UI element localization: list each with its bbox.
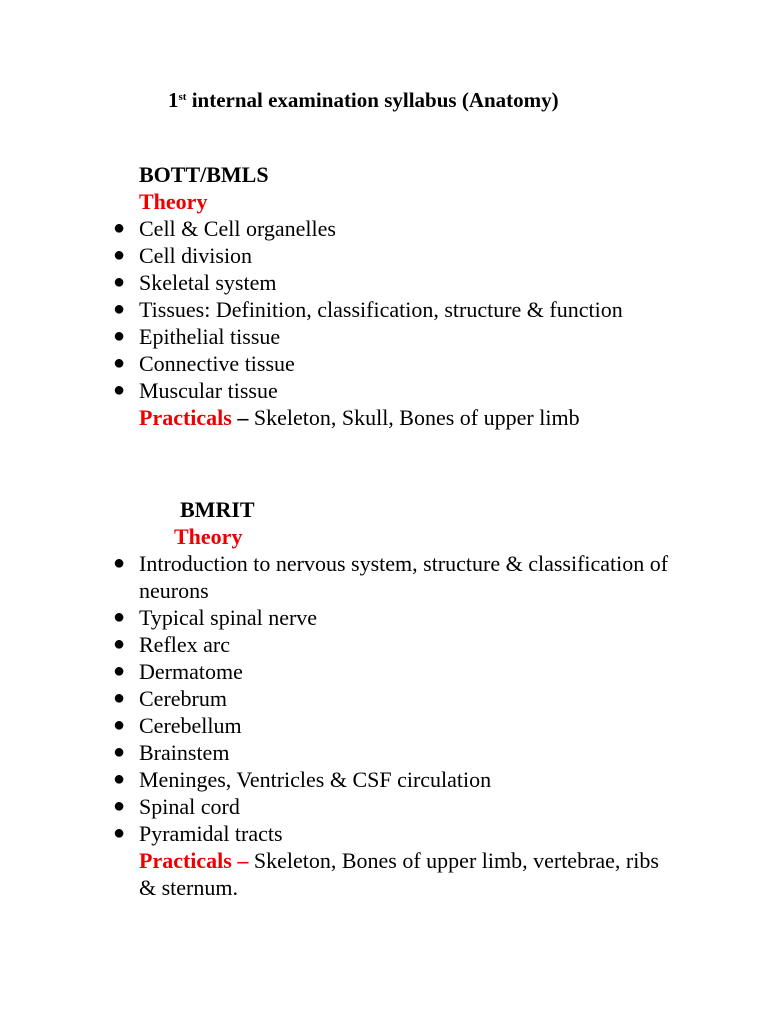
- bullet-icon: ●: [113, 325, 126, 347]
- bullet-icon: ●: [113, 352, 126, 374]
- list-item: ● Muscular tissue: [113, 378, 278, 403]
- bullet-icon: ●: [113, 217, 126, 239]
- list-item: ● Cell division: [113, 243, 253, 268]
- list-item: ● Brainstem: [113, 740, 230, 765]
- bullet-icon: ●: [113, 741, 126, 763]
- list-item: ● Introduction to nervous system, structure & classification of neurons: [113, 551, 669, 603]
- practicals-label: Practicals: [139, 405, 232, 430]
- list-item: ● Typical spinal nerve: [113, 605, 318, 630]
- practicals-line: [0, 404, 679, 431]
- bullet-icon: ●: [113, 795, 126, 817]
- bullet-icon: ●: [113, 298, 126, 320]
- topic-list: [0, 215, 768, 404]
- bullet-icon: ●: [113, 822, 126, 844]
- bullet-icon: ●: [113, 687, 126, 709]
- bullet-icon: ●: [113, 379, 126, 401]
- list-item: ● Reflex arc: [113, 632, 230, 657]
- practicals-text: Skeleton, Skull, Bones of upper limb: [253, 405, 580, 430]
- bullet-icon: ●: [113, 244, 126, 266]
- title-text: internal examination syllabus (Anatomy): [186, 88, 559, 112]
- section-bmrit: [0, 496, 768, 901]
- list-item: ● Tissues: Definition, classification, structure & function: [113, 297, 623, 322]
- section-bott-bmls: [0, 161, 768, 431]
- theory-heading: Theory: [174, 524, 243, 549]
- list-item: ● Cell & Cell organelles: [113, 216, 336, 241]
- theory-heading: Theory: [139, 189, 208, 214]
- practicals-text: Skeleton, Bones of upper limb, vertebrae, ribs & sternum.: [139, 848, 659, 900]
- list-item: ● Meninges, Ventricles & CSF circulation: [113, 767, 492, 792]
- bullet-icon: ●: [113, 633, 126, 655]
- page-title: [168, 87, 559, 114]
- bullet-icon: ●: [113, 714, 126, 736]
- practicals-dash: –: [231, 405, 254, 430]
- bullet-icon: ●: [113, 271, 126, 293]
- practicals-line: [0, 847, 679, 901]
- list-item: ● Connective tissue: [113, 351, 295, 376]
- list-item: ● Cerebellum: [113, 713, 242, 738]
- bullet-icon: ●: [113, 552, 126, 574]
- section-heading: BMRIT: [180, 497, 255, 522]
- list-item: ● Epithelial tissue: [113, 324, 281, 349]
- bullet-icon: ●: [113, 660, 126, 682]
- topic-list: [0, 550, 768, 847]
- bullet-icon: ●: [113, 606, 126, 628]
- bullet-icon: ●: [113, 768, 126, 790]
- list-item: ● Skeletal system: [113, 270, 277, 295]
- title-superscript: st: [178, 91, 187, 103]
- list-item: ● Spinal cord: [113, 794, 240, 819]
- title-number: 1: [168, 88, 179, 112]
- practicals-label: Practicals –: [139, 848, 254, 873]
- list-item: ● Pyramidal tracts: [113, 821, 283, 846]
- section-heading: BOTT/BMLS: [139, 162, 269, 187]
- list-item: ● Dermatome: [113, 659, 243, 684]
- list-item: ● Cerebrum: [113, 686, 227, 711]
